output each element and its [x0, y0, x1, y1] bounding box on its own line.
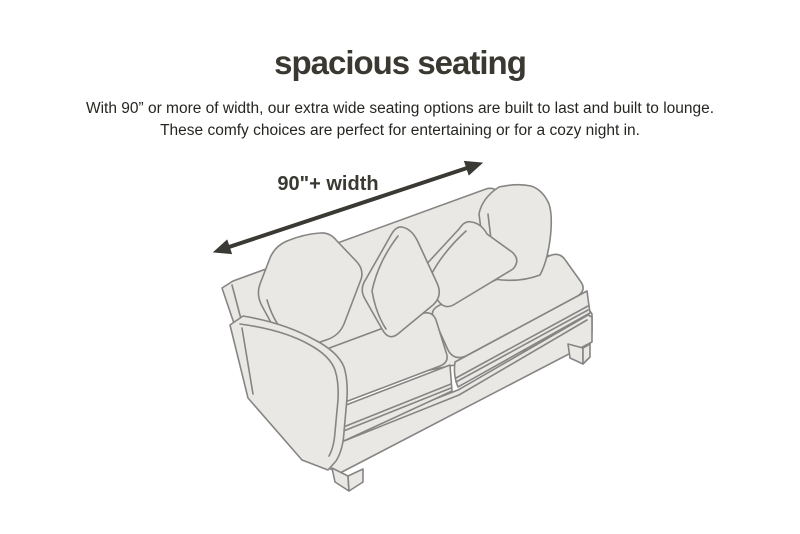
sofa-foot-left — [332, 468, 349, 491]
description-line-1: With 90” or more of width, our extra wide seating options are built to last and built to lounge. — [85, 100, 715, 117]
sofa-foot-right — [568, 344, 583, 364]
dimension-label: 90"+ width — [277, 173, 379, 195]
arrow-head-right-icon — [465, 161, 482, 174]
sofa-foot-left-side — [348, 469, 363, 491]
page-title: spacious seating — [274, 44, 526, 81]
arrow-head-left-icon — [214, 240, 231, 253]
sofa-foot-right-side — [583, 344, 590, 364]
description-line-2: These comfy choices are perfect for entertaining or for a cozy night in. — [160, 122, 640, 139]
